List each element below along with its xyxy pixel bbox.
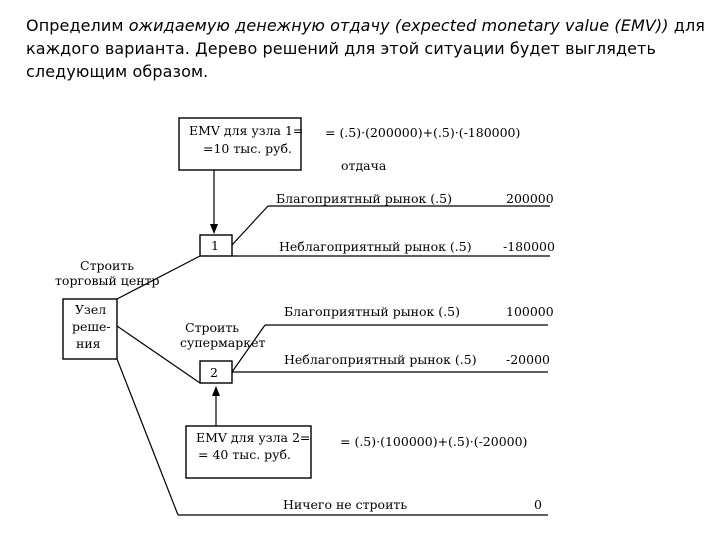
- node2-favorable-label: Благоприятный рынок (.5): [284, 304, 460, 319]
- node1-favorable-label: Благоприятный рынок (.5): [276, 191, 452, 206]
- intro-text-start: Определим: [26, 16, 129, 35]
- emv-node1-line1: EMV для узла 1=: [189, 123, 304, 138]
- decision-node-line1: Узел: [75, 302, 107, 317]
- decision-node-line2: реше-: [72, 319, 111, 334]
- chance-node-2-label: 2: [210, 365, 218, 380]
- emv-node2-line2: = 40 тыс. руб.: [198, 447, 291, 462]
- build-mall-label-line2: торговый центр: [55, 273, 160, 288]
- node2-unfavorable-value: -20000: [506, 352, 550, 367]
- emv-node2-formula: = (.5)·(100000)+(.5)·(-20000): [340, 434, 528, 449]
- emv-node1-line2: =10 тыс. руб.: [203, 141, 293, 156]
- node1-unfavorable-label: Неблагоприятный рынок (.5): [279, 239, 472, 254]
- do-nothing-value: 0: [534, 497, 542, 512]
- intro-text-end: для каждого варианта. Дерево решений для этой ситуации будет выглядеть следующим образом.: [26, 16, 706, 81]
- do-nothing-label: Ничего не строить: [283, 497, 408, 512]
- do-nothing-branch: [117, 359, 178, 515]
- node1-favorable-branch: [232, 206, 268, 245]
- intro-text-italic: ожидаемую денежную отдачу (expected monetary value (EMV)): [128, 16, 669, 35]
- node2-favorable-value: 100000: [506, 304, 554, 319]
- emv-node1-formula: = (.5)·(200000)+(.5)·(-180000): [325, 125, 521, 140]
- payoff-label: отдача: [341, 158, 387, 173]
- node1-favorable-value: 200000: [506, 191, 554, 206]
- build-mall-label-line1: Строить: [80, 258, 135, 273]
- node2-unfavorable-label: Неблагоприятный рынок (.5): [284, 352, 477, 367]
- node1-unfavorable-value: -180000: [503, 239, 555, 254]
- build-supermarket-label-line1: Строить: [185, 320, 240, 335]
- build-supermarket-label-line2: супермаркет: [180, 335, 266, 350]
- decision-node-line3: ния: [76, 336, 101, 351]
- chance-node-1-label: 1: [211, 238, 219, 253]
- emv-node2-line1: EMV для узла 2=: [196, 430, 311, 445]
